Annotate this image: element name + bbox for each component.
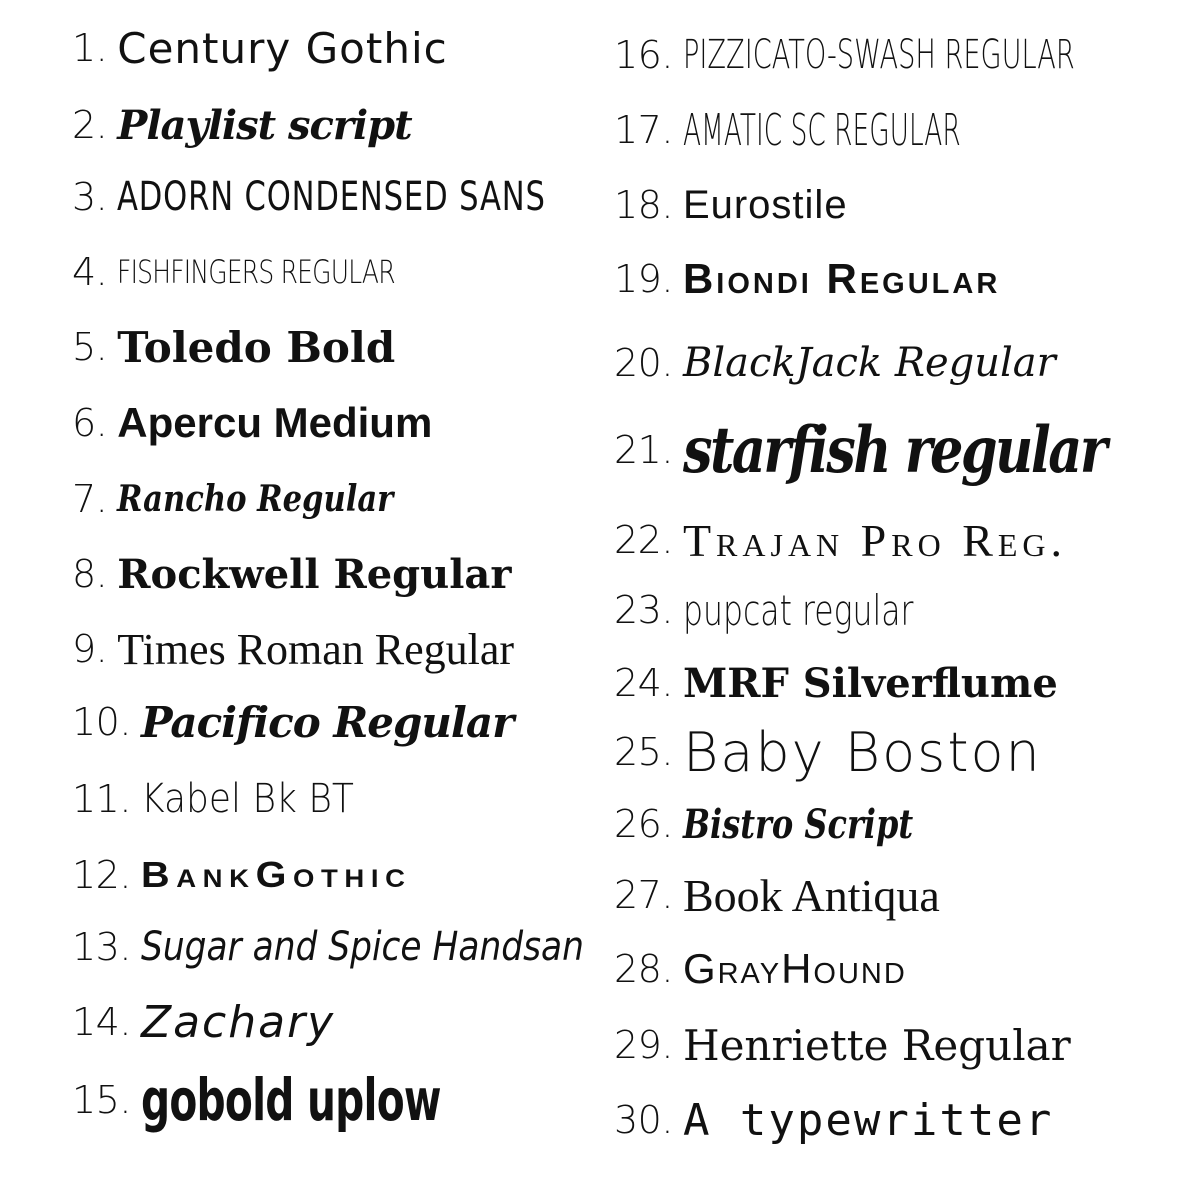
font-item-blackjack-regular <box>614 333 1056 393</box>
font-name: Sugar and Spice Handsan <box>140 924 584 970</box>
font-item-rancho-regular <box>72 469 442 529</box>
font-name: Apercu Medium <box>117 399 433 446</box>
item-number: 22. <box>614 518 673 562</box>
font-name: pupcat regular <box>682 585 914 635</box>
item-number: 11. <box>72 777 131 821</box>
font-item-a-typewritter <box>614 1090 1053 1150</box>
font-item-zachary <box>72 992 335 1052</box>
font-item-fishfingers <box>72 242 473 302</box>
font-name: Toledo Bold <box>117 322 396 372</box>
font-name: Times Roman Regular <box>117 624 515 674</box>
font-name: A typewritter <box>682 1094 1054 1146</box>
font-item-book-antiqua <box>614 865 940 925</box>
item-number: 10. <box>72 700 131 744</box>
item-number: 4. <box>72 250 108 294</box>
item-number: 16. <box>614 33 673 77</box>
font-name: Rancho Regular <box>117 478 394 520</box>
item-number: 18. <box>614 183 673 227</box>
font-name: Pacifico Regular <box>140 697 514 747</box>
font-name: GrayHound <box>682 945 907 992</box>
item-number: 9. <box>72 627 108 671</box>
font-name: Playlist script <box>117 101 412 149</box>
item-number: 27. <box>614 873 673 917</box>
font-name: gobold uplow <box>140 1066 441 1134</box>
font-item-baby-boston <box>614 722 1042 782</box>
item-number: 2. <box>72 103 108 147</box>
font-item-adorn-condensed-sans <box>72 167 622 227</box>
font-item-henriette-regular <box>614 1015 1071 1075</box>
font-name: Rockwell Regular <box>117 550 512 598</box>
font-item-bankgothic <box>72 845 412 905</box>
item-number: 28. <box>614 947 673 991</box>
font-name: Henriette Regular <box>682 1020 1071 1070</box>
item-number: 14. <box>72 1000 131 1044</box>
font-name: MRF Silverflume <box>682 659 1058 707</box>
font-item-times-roman <box>72 619 514 679</box>
item-number: 24. <box>614 661 673 705</box>
font-item-trajan-pro <box>614 510 1067 570</box>
font-item-bistro-script <box>614 794 971 854</box>
item-number: 30. <box>614 1098 673 1142</box>
item-number: 17. <box>614 108 673 152</box>
item-number: 1. <box>72 26 108 70</box>
font-name: AMATIC SC REGULAR <box>682 104 961 156</box>
font-item-eurostile <box>614 175 848 235</box>
item-number: 29. <box>614 1023 673 1067</box>
item-number: 26. <box>614 802 673 846</box>
font-name: PIZZICATO-SWASH REGULAR <box>682 32 1075 78</box>
item-number: 20. <box>614 341 673 385</box>
font-item-gobold-uplow <box>72 1066 525 1134</box>
font-item-playlist-script <box>72 95 412 155</box>
font-name: Zachary <box>140 996 336 1048</box>
font-name: Kabel Bk BT <box>140 776 354 822</box>
item-number: 5. <box>72 325 108 369</box>
item-number: 6. <box>72 401 108 445</box>
font-item-century-gothic <box>72 18 448 78</box>
font-item-sugar-and-spice <box>72 917 656 977</box>
font-item-amatic-sc <box>614 100 1146 160</box>
font-item-biondi-regular <box>614 249 1000 309</box>
font-name: FISHFINGERS REGULAR <box>117 253 396 291</box>
item-number: 23. <box>614 588 673 632</box>
font-item-pacifico-regular <box>72 692 513 752</box>
font-item-pupcat-regular <box>614 580 990 640</box>
font-item-grayhound <box>614 939 907 999</box>
font-item-starfish-regular <box>614 412 1198 488</box>
font-item-kabel-bk-bt <box>72 769 378 829</box>
font-name: Biondi Regular <box>682 255 1001 302</box>
item-number: 25. <box>614 730 673 774</box>
font-name: ADORN CONDENSED SANS <box>117 174 547 220</box>
item-number: 3. <box>72 175 108 219</box>
item-number: 12. <box>72 853 131 897</box>
font-name: Trajan Pro Reg. <box>682 514 1068 566</box>
item-number: 15. <box>72 1078 131 1122</box>
font-item-apercu-medium <box>72 393 432 453</box>
font-name: BankGothic <box>140 854 412 895</box>
font-name: starfish regular <box>682 412 1105 488</box>
font-name: Bistro Script <box>682 800 914 848</box>
item-number: 7. <box>72 477 108 521</box>
font-item-mrf-silverflume <box>614 653 1058 713</box>
font-item-toledo-bold <box>72 317 395 377</box>
font-name: Book Antiqua <box>682 869 940 921</box>
font-name: Century Gothic <box>117 23 448 73</box>
font-item-pizzicato-swash <box>614 25 1200 85</box>
item-number: 13. <box>72 925 131 969</box>
font-name: BlackJack Regular <box>682 340 1056 386</box>
item-number: 8. <box>72 552 108 596</box>
item-number: 21. <box>614 428 673 472</box>
font-name: Baby Boston <box>682 720 1042 784</box>
item-number: 19. <box>614 257 673 301</box>
font-name: Eurostile <box>682 182 848 227</box>
font-item-rockwell-regular <box>72 544 511 604</box>
